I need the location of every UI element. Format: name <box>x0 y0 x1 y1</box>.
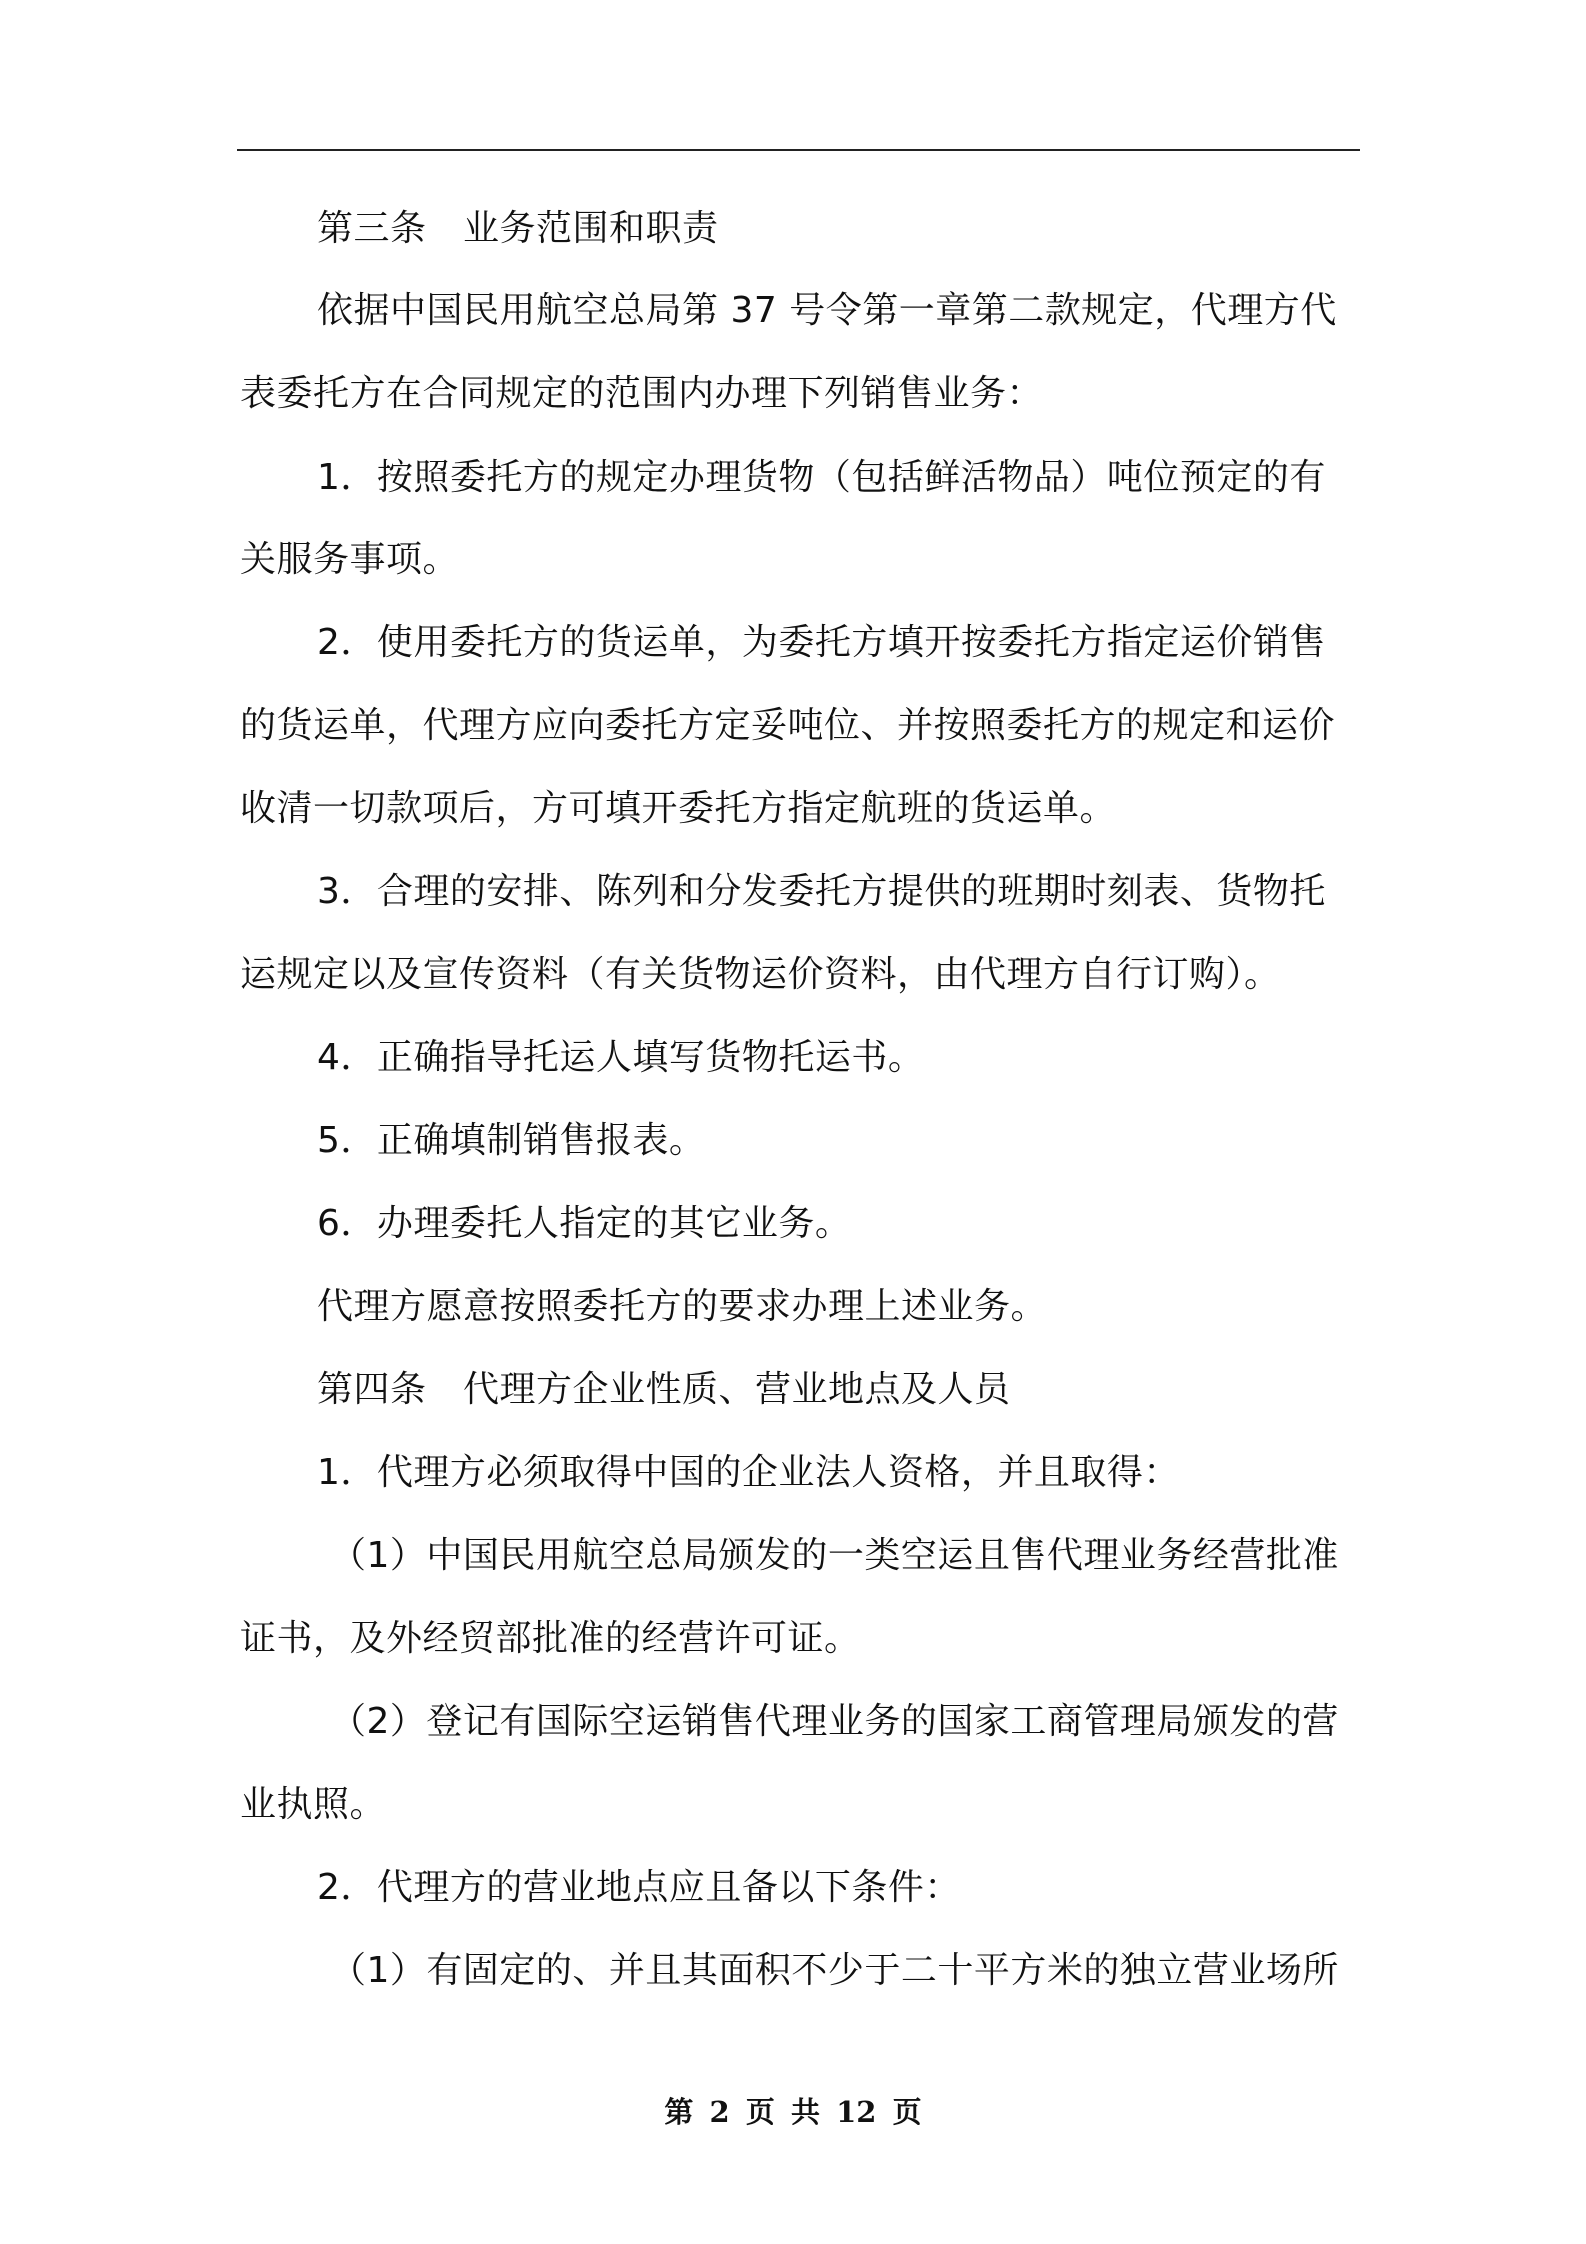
text-line: 运规定以及宣传资料（有关货物运价资料，由代理方自行订购）。 <box>240 954 1281 995</box>
footer-label: 页 <box>745 2095 775 2129</box>
page-footer <box>0 2094 1586 2130</box>
text-line: 依据中国民用航空总局第 37 号令第一章第二款规定，代理方代 <box>317 290 1337 331</box>
text-line: 收清一切款项后，方可填开委托方指定航班的货运单。 <box>240 788 1117 829</box>
text-line: 表委托方在合同规定的范围内办理下列销售业务： <box>240 373 1044 414</box>
text-line: 4．正确指导托运人填写货物托运书。 <box>317 1037 925 1078</box>
text-line: 2．使用委托方的货运单，为委托方填开按委托方指定运价销售 <box>317 622 1326 663</box>
text-line: 2．代理方的营业地点应且备以下条件： <box>317 1867 961 1908</box>
total-pages-number: 12 <box>836 2095 877 2129</box>
text-line: 1．按照委托方的规定办理货物（包括鲜活物品）吨位预定的有 <box>317 457 1326 498</box>
text-line: （1）中国民用航空总局颁发的一类空运且售代理业务经营批准 <box>330 1535 1339 1576</box>
footer-label: 页 <box>892 2095 922 2129</box>
text-line: 1．代理方必须取得中国的企业法人资格，并且取得： <box>317 1452 1180 1493</box>
text-line: 3．合理的安排、陈列和分发委托方提供的班期时刻表、货物托 <box>317 871 1326 912</box>
text-line: 的货运单，代理方应向委托方定妥吨位、并按照委托方的规定和运价 <box>240 705 1336 746</box>
text-line: 代理方愿意按照委托方的要求办理上述业务。 <box>317 1286 1048 1327</box>
header-rule <box>237 149 1360 151</box>
text-line: 业执照。 <box>240 1784 387 1825</box>
text-line: （2）登记有国际空运销售代理业务的国家工商管理局颁发的营 <box>330 1701 1339 1742</box>
text-line: 第三条 业务范围和职责 <box>317 208 719 249</box>
text-line: 证书，及外经贸部批准的经营许可证。 <box>240 1618 861 1659</box>
text-line: （1）有固定的、并且其面积不少于二十平方米的独立营业场所 <box>330 1950 1339 1991</box>
text-line: 5．正确填制销售报表。 <box>317 1120 706 1161</box>
footer-label: 第 <box>664 2095 694 2129</box>
text-line: 第四条 代理方企业性质、营业地点及人员 <box>317 1369 1011 1410</box>
footer-label: 共 <box>790 2095 820 2129</box>
text-line: 6．办理委托人指定的其它业务。 <box>317 1203 852 1244</box>
text-line: 关服务事项。 <box>240 539 460 580</box>
current-page-number: 2 <box>709 2095 730 2129</box>
